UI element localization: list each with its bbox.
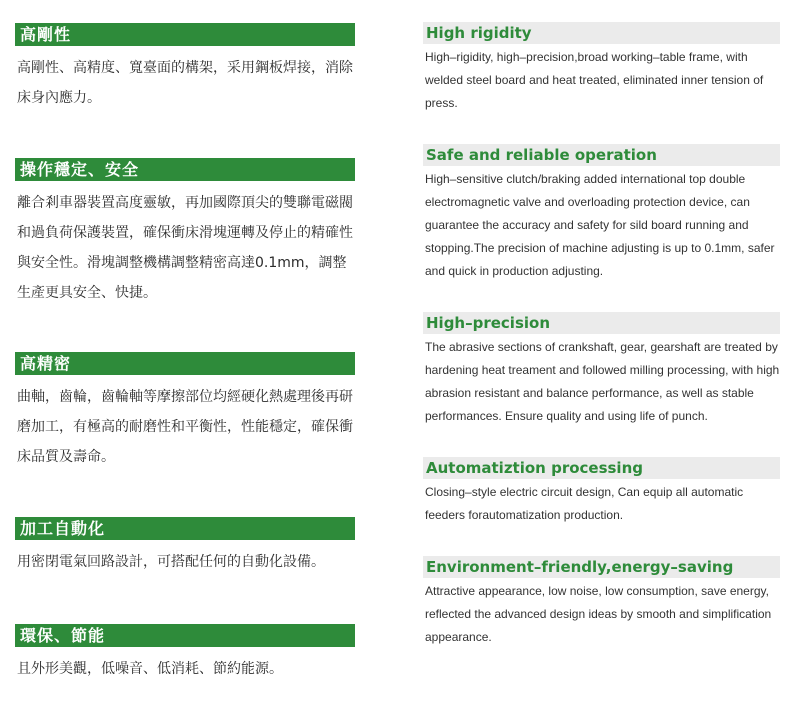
cn-section-automation [15, 517, 355, 577]
cn-section-text: 離合剎車器裝置高度靈敏，再加國際頂尖的雙聯電磁閥和過負荷保護裝置，確保衝床滑塊運轉及停止的精確性與安全性。滑塊調整機構調整精密高達0.1mm，調整生產更具安全、快捷。 [17, 195, 353, 301]
en-section-title: Safe and reliable operation [423, 144, 780, 166]
cn-section-text: 曲軸，齒輪，齒輪軸等摩擦部位均經硬化熱處理後再研磨加工，有極高的耐磨性和平衡性，性能穩定，確保衝床品質及壽命。 [17, 389, 353, 465]
en-section-title: High–precision [423, 312, 780, 334]
cn-section-rigidity [15, 23, 355, 113]
en-section-eco [423, 556, 780, 649]
en-section-title: Environment–friendly,energy–saving [423, 556, 780, 578]
cn-section-eco [15, 624, 355, 684]
en-section-title: Automatiztion processing [423, 457, 780, 479]
cn-section-precision [15, 352, 355, 472]
en-section-text: High–sensitive clutch/braking added international top double electromagnetic valve and overloading protection device, can guarantee the accuracy and safety for sild board running and stopping.The precision of machine adjusting is up to 0.1mm, safer and quick in production adjusting. [425, 172, 775, 278]
en-section-text: The abrasive sections of crankshaft, gear, gearshaft are treated by hardening heat treament and followed milling processing, with high abrasion resistant and balance performance, as well as stable performances. Ensure quality and using life of punch. [425, 340, 780, 423]
cn-section-title: 高精密 [15, 352, 355, 375]
cn-section-safe-operation [15, 158, 355, 308]
en-section-text: High–rigidity, high–precision,broad working–table frame, with welded steel board and heat treated, eliminated inner tension of press. [425, 50, 764, 110]
en-section-text: Closing–style electric circuit design, Can equip all automatic feeders forautomatization production. [425, 485, 744, 522]
cn-section-title: 高剛性 [15, 23, 355, 46]
en-section-rigidity [423, 22, 780, 115]
cn-section-text: 且外形美觀，低噪音、低消耗、節約能源。 [17, 661, 283, 677]
en-section-precision [423, 312, 780, 428]
en-section-automation [423, 457, 780, 527]
en-section-safe-operation [423, 144, 780, 283]
cn-section-title: 操作穩定、安全 [15, 158, 355, 181]
cn-section-text: 用密閉電氣回路設計，可搭配任何的自動化設備。 [17, 554, 325, 570]
en-section-text: Attractive appearance, low noise, low consumption, save energy, reflected the advanced design ideas by smooth and simplification appearance. [425, 584, 772, 644]
cn-section-title: 環保、節能 [15, 624, 355, 647]
cn-section-text: 高剛性、高精度、寬臺面的構架，采用鋼板焊接，消除床身內應力。 [17, 60, 353, 106]
cn-section-title: 加工自動化 [15, 517, 355, 540]
en-section-title: High rigidity [423, 22, 780, 44]
